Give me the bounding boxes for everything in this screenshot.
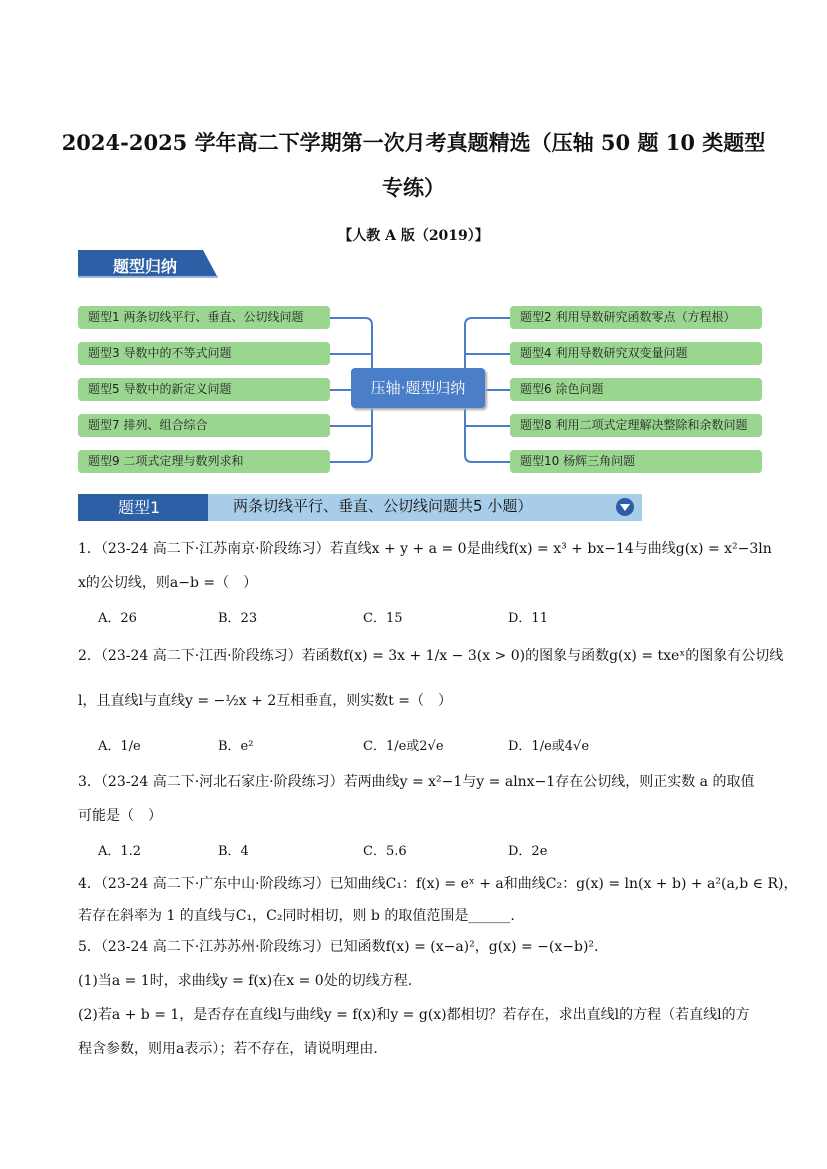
- mindmap-right-item-2: 题型4 利用导数研究双变量问题: [510, 342, 762, 365]
- mindmap-left-item-2: 题型3 导数中的不等式问题: [78, 342, 330, 365]
- mindmap-right-item-1: 题型2 利用导数研究函数零点（方程根）: [510, 306, 762, 329]
- q1-option-a: A．26: [98, 611, 137, 626]
- question-2-line2: l，且直线l与直线y = −½x + 2互相垂直，则实数t =（ ）: [78, 693, 453, 709]
- doc-title-line2: 专练）: [382, 175, 445, 200]
- q2-option-d: D．1/e或4√e: [508, 739, 590, 754]
- question-4-line2: 若存在斜率为 1 的直线与C₁，C₂同时相切，则 b 的取值范围是______.: [78, 908, 515, 924]
- mindmap-left-item-4: 题型7 排列、组合综合: [78, 414, 330, 437]
- mindmap-left-item-5: 题型9 二项式定理与数列求和: [78, 450, 330, 473]
- question-1-line1: 1．（23-24 高二下·江苏南京·阶段练习）若直线x + y + a = 0是曲线f(x) = x³ + bx−14与曲线g(x) = x²−3ln: [78, 541, 772, 557]
- topic-band-description: 两条切线平行、垂直、公切线问题共5 小题）: [203, 494, 642, 521]
- mindmap-connectors: [0, 0, 827, 480]
- question-5-part1: (1)当a = 1时，求曲线y = f(x)在x = 0处的切线方程.: [78, 973, 413, 989]
- section-tab-label: 题型归纳: [113, 257, 178, 276]
- question-2-line1: 2．（23-24 高二下·江西·阶段练习）若函数f(x) = 3x + 1/x − 3(x > 0)的图象与函数g(x) = txeˣ的图象有公切线: [78, 648, 784, 664]
- question-4-line1: 4．（23-24 高二下·广东中山·阶段练习）已知曲线C₁：f(x) = eˣ + a和曲线C₂：g(x) = ln(x + b) + a²(a,b ∈ R)，: [78, 876, 798, 892]
- edition-label: 【人教 A 版（2019）】: [338, 228, 489, 244]
- q3-option-a: A．1.2: [98, 844, 142, 859]
- q1-option-c: C．15: [363, 611, 403, 626]
- q2-option-b: B．e²: [218, 739, 254, 754]
- question-3-line1: 3．（23-24 高二下·河北石家庄·阶段练习）若两曲线y = x²−1与y = alnx−1存在公切线，则正实数 a 的取值: [78, 774, 755, 790]
- q3-option-b: B．4: [218, 844, 249, 859]
- topic-band-label: 题型1: [78, 494, 208, 521]
- q1-option-b: B．23: [218, 611, 258, 626]
- q1-option-d: D．11: [508, 611, 548, 626]
- q2-option-c: C．1/e或2√e: [363, 739, 444, 754]
- question-5-stem: 5．（23-24 高二下·江苏苏州·阶段练习）已知函数f(x) = (x−a)²，g(x) = −(x−b)².: [78, 939, 599, 955]
- question-1-line2: x的公切线，则a−b =（ ）: [78, 575, 258, 591]
- mindmap-right-item-5: 题型10 杨辉三角问题: [510, 450, 762, 473]
- question-5-part2-line2: 程含参数，则用a表示）；若不存在，请说明理由.: [78, 1041, 378, 1057]
- q3-option-c: C．5.6: [363, 844, 407, 859]
- mindmap-center: 压轴·题型归纳: [351, 368, 485, 408]
- topic-band: [78, 494, 642, 521]
- mindmap-right-item-3: 题型6 涂色问题: [510, 378, 762, 401]
- q3-option-d: D．2e: [508, 844, 548, 859]
- question-3-line2: 可能是（ ）: [78, 808, 162, 824]
- mindmap-left-item-1: 题型1 两条切线平行、垂直、公切线问题: [78, 306, 330, 329]
- q2-option-a: A．1/e: [98, 739, 141, 754]
- mindmap-left-item-3: 题型5 导数中的新定义问题: [78, 378, 330, 401]
- question-5-part2-line1: (2)若a + b = 1，是否存在直线l与曲线y = f(x)和y = g(x)都相切？若存在，求出直线l的方程（若直线l的方: [78, 1007, 750, 1023]
- doc-title-line1: 2024-2025 学年高二下学期第一次月考真题精选（压轴 50 题 10 类题型: [61, 130, 766, 155]
- chevron-down-icon: [616, 498, 634, 516]
- mindmap-right-item-4: 题型8 利用二项式定理解决整除和余数问题: [510, 414, 762, 437]
